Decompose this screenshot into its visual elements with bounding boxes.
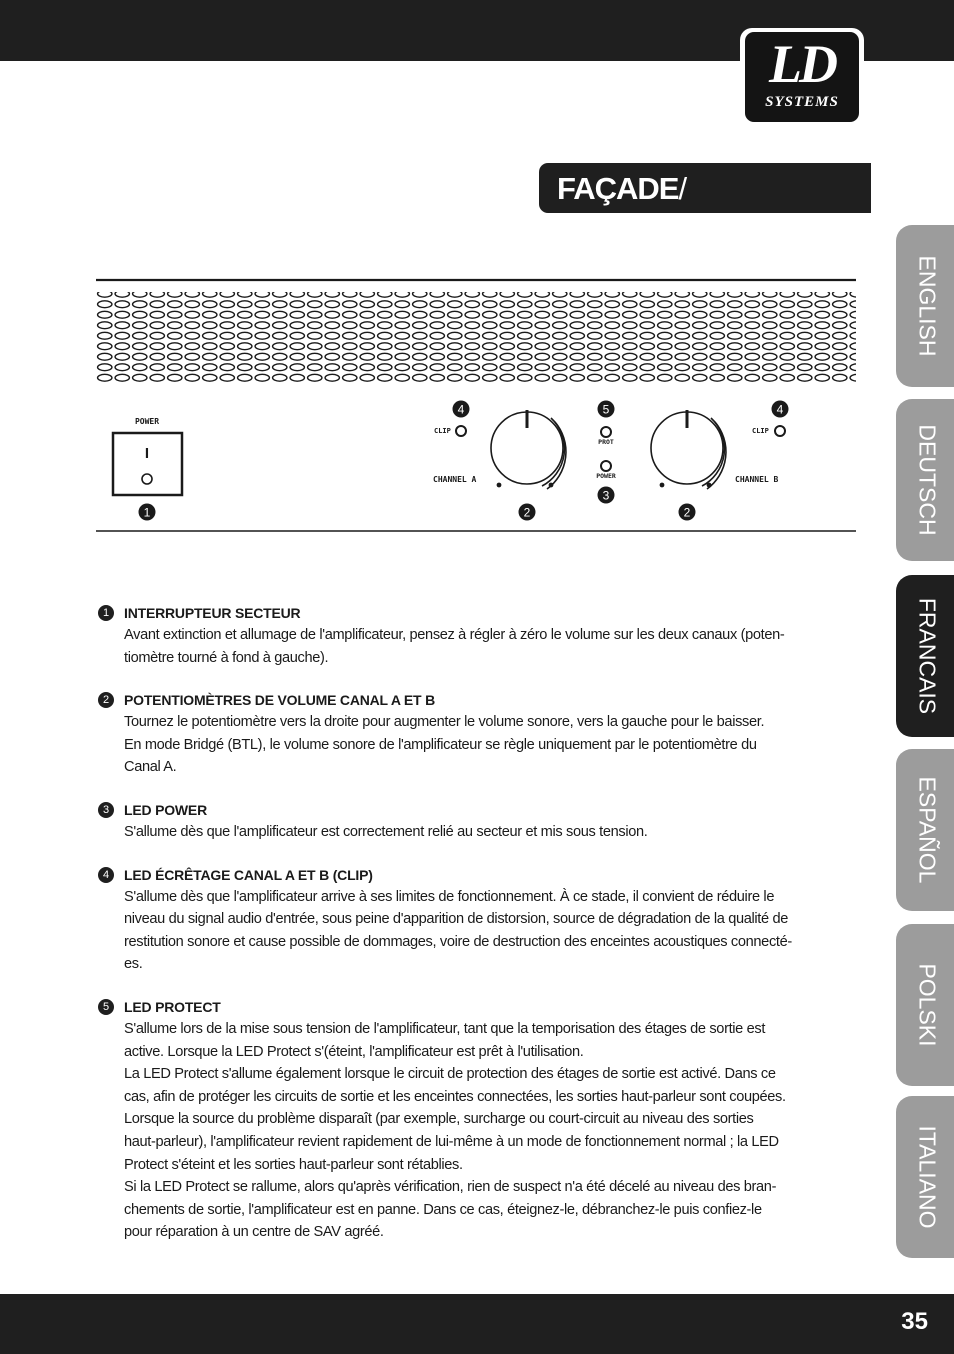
prot-led-label: PROT — [598, 438, 614, 446]
callout-3-number: 3 — [602, 488, 610, 503]
page-title-bold: FAÇADE — [557, 171, 679, 206]
item-title: INTERRUPTEUR SECTEUR — [124, 605, 301, 621]
channel-b-label: CHANNEL B — [735, 475, 779, 484]
power-switch-label: POWER — [134, 417, 160, 426]
item-title: LED ÉCRÊTAGE CANAL A ET B (CLIP) — [124, 866, 373, 883]
page-title-rest: / CONTRÔLES: — [557, 171, 749, 258]
item-number: 1 — [98, 605, 114, 621]
callout-4a-number: 4 — [457, 402, 465, 417]
clip-b-label: CLIP — [752, 427, 769, 435]
item-text-line: Lorsque la source du problème disparaît (par exemple, surcharge ou court-circuit au niveau des sorties — [124, 1111, 754, 1128]
item-text-line: S'allume lors de la mise sous tension de l'amplificateur, tant que la temporisation des étages de sortie est — [124, 1020, 766, 1037]
description-item-4 — [98, 864, 858, 976]
item-text-line: haut-parleur), l'amplificateur revient rapidement de lui-même à un mode de fonctionnement normal ; la LED — [124, 1133, 779, 1150]
channel-a-label: CHANNEL A — [433, 475, 477, 484]
callout-2a-number: 2 — [523, 505, 531, 520]
item-title: LED PROTECT — [124, 998, 221, 1015]
power-led — [601, 461, 611, 471]
item-text-line: La LED Protect s'allume également lorsque le circuit de protection des étages de sortie est activé. Dans ce — [124, 1066, 776, 1083]
bottom-bar — [0, 1294, 954, 1354]
callout-5-number: 5 — [602, 402, 610, 417]
tab-espanol[interactable] — [896, 749, 954, 911]
tab-italiano[interactable] — [896, 1096, 954, 1258]
control-descriptions — [98, 602, 858, 1264]
prot-led — [601, 427, 611, 437]
power-switch-on-mark: I — [144, 445, 150, 462]
callout-1-number: 1 — [143, 505, 151, 520]
ld-systems-logo — [740, 28, 864, 126]
tab-label: ESPAÑOL — [914, 776, 941, 884]
item-text-line: niveau du signal audio d'entrée, sous peine d'apparition de distorsion, source de dégradation de la qualité de — [124, 911, 789, 928]
description-item-5 — [98, 996, 858, 1244]
item-text-line: pour réparation à un centre de SAV agréé. — [124, 1224, 384, 1241]
tab-english[interactable] — [896, 225, 954, 387]
item-number: 2 — [98, 692, 114, 708]
callout-4b-number: 4 — [776, 402, 784, 417]
item-text-line: En mode Bridgé (BTL), le volume sonore de l'amplificateur se règle uniquement par le potentiomètre du — [124, 736, 757, 753]
item-text-line: Avant extinction et allumage de l'amplificateur, pensez à régler à zéro le volume sur les deux canaux (poten- — [124, 627, 785, 643]
item-text-line: tiomètre tourné à fond à gauche). — [124, 649, 329, 666]
tab-label: ENGLISH — [914, 255, 941, 357]
item-text-line: chements de sortie, l'amplificateur est en panne. Dans ce cas, éteignez-le, débranchez-le puis confiez-le — [124, 1201, 762, 1218]
volume-knob-a[interactable] — [491, 410, 566, 489]
description-item-3 — [98, 799, 858, 844]
item-title: POTENTIOMÈTRES DE VOLUME CANAL A ET B — [124, 692, 435, 709]
item-text-line: S'allume dès que l'amplificateur arrive à ses limites de fonctionnement. À ce stade, il convient de réduire le — [124, 888, 775, 905]
tab-label: POLSKI — [914, 963, 941, 1047]
description-item-1 — [98, 602, 858, 669]
clip-b-led — [775, 426, 785, 436]
item-text-line: Protect s'éteint et les sorties haut-parleur sont rétablies. — [124, 1156, 463, 1173]
item-number: 4 — [98, 867, 114, 883]
tab-deutsch[interactable] — [896, 399, 954, 561]
item-text-line: es. — [124, 956, 143, 973]
item-text-line: active. Lorsque la LED Protect s'(éteint, l'amplificateur est prêt à l'utilisation. — [124, 1043, 584, 1060]
item-title: LED POWER — [124, 801, 207, 818]
front-panel-diagram — [96, 278, 856, 534]
description-item-2 — [98, 689, 858, 779]
volume-knob-b[interactable] — [651, 410, 726, 489]
callout-2b-number: 2 — [683, 505, 691, 520]
vent-grill — [96, 292, 856, 383]
tab-francais[interactable] — [896, 575, 954, 737]
power-switch[interactable] — [113, 433, 182, 495]
clip-a-label: CLIP — [434, 427, 451, 435]
item-text-line: cas, afin de protéger les circuits de sortie et les enceintes connectées, les sorties haut-parleur sont coupées. — [124, 1088, 786, 1105]
item-text-line: Si la LED Protect se rallume, alors qu'après vérification, rien de suspect n'a été décelé au niveau des bran- — [124, 1179, 777, 1196]
page-number: 35 — [901, 1308, 928, 1335]
tab-label: ITALIANO — [914, 1125, 941, 1229]
power-switch-off-mark — [142, 474, 152, 484]
item-text-line: restitution sonore et cause possible de dommages, voire de destruction des enceintes acoustiques connecté- — [124, 933, 792, 950]
tab-label: DEUTSCH — [914, 424, 941, 536]
tab-label: FRANCAIS — [914, 597, 941, 715]
item-text-line: Tournez le potentiomètre vers la droite pour augmenter le volume sonore, vers la gauche pour le baisser. — [124, 714, 765, 731]
item-number: 3 — [98, 802, 114, 818]
tab-polski[interactable] — [896, 924, 954, 1086]
item-number: 5 — [98, 999, 114, 1015]
logo-sub-text: SYSTEMS — [765, 94, 839, 110]
logo-main-text: LD — [769, 34, 835, 94]
page-title — [539, 163, 871, 258]
power-led-label: POWER — [596, 472, 616, 480]
item-text-line: Canal A. — [124, 759, 177, 776]
clip-a-led — [456, 426, 466, 436]
item-text-line: S'allume dès que l'amplificateur est correctement relié au secteur et mis sous tension. — [124, 823, 648, 840]
